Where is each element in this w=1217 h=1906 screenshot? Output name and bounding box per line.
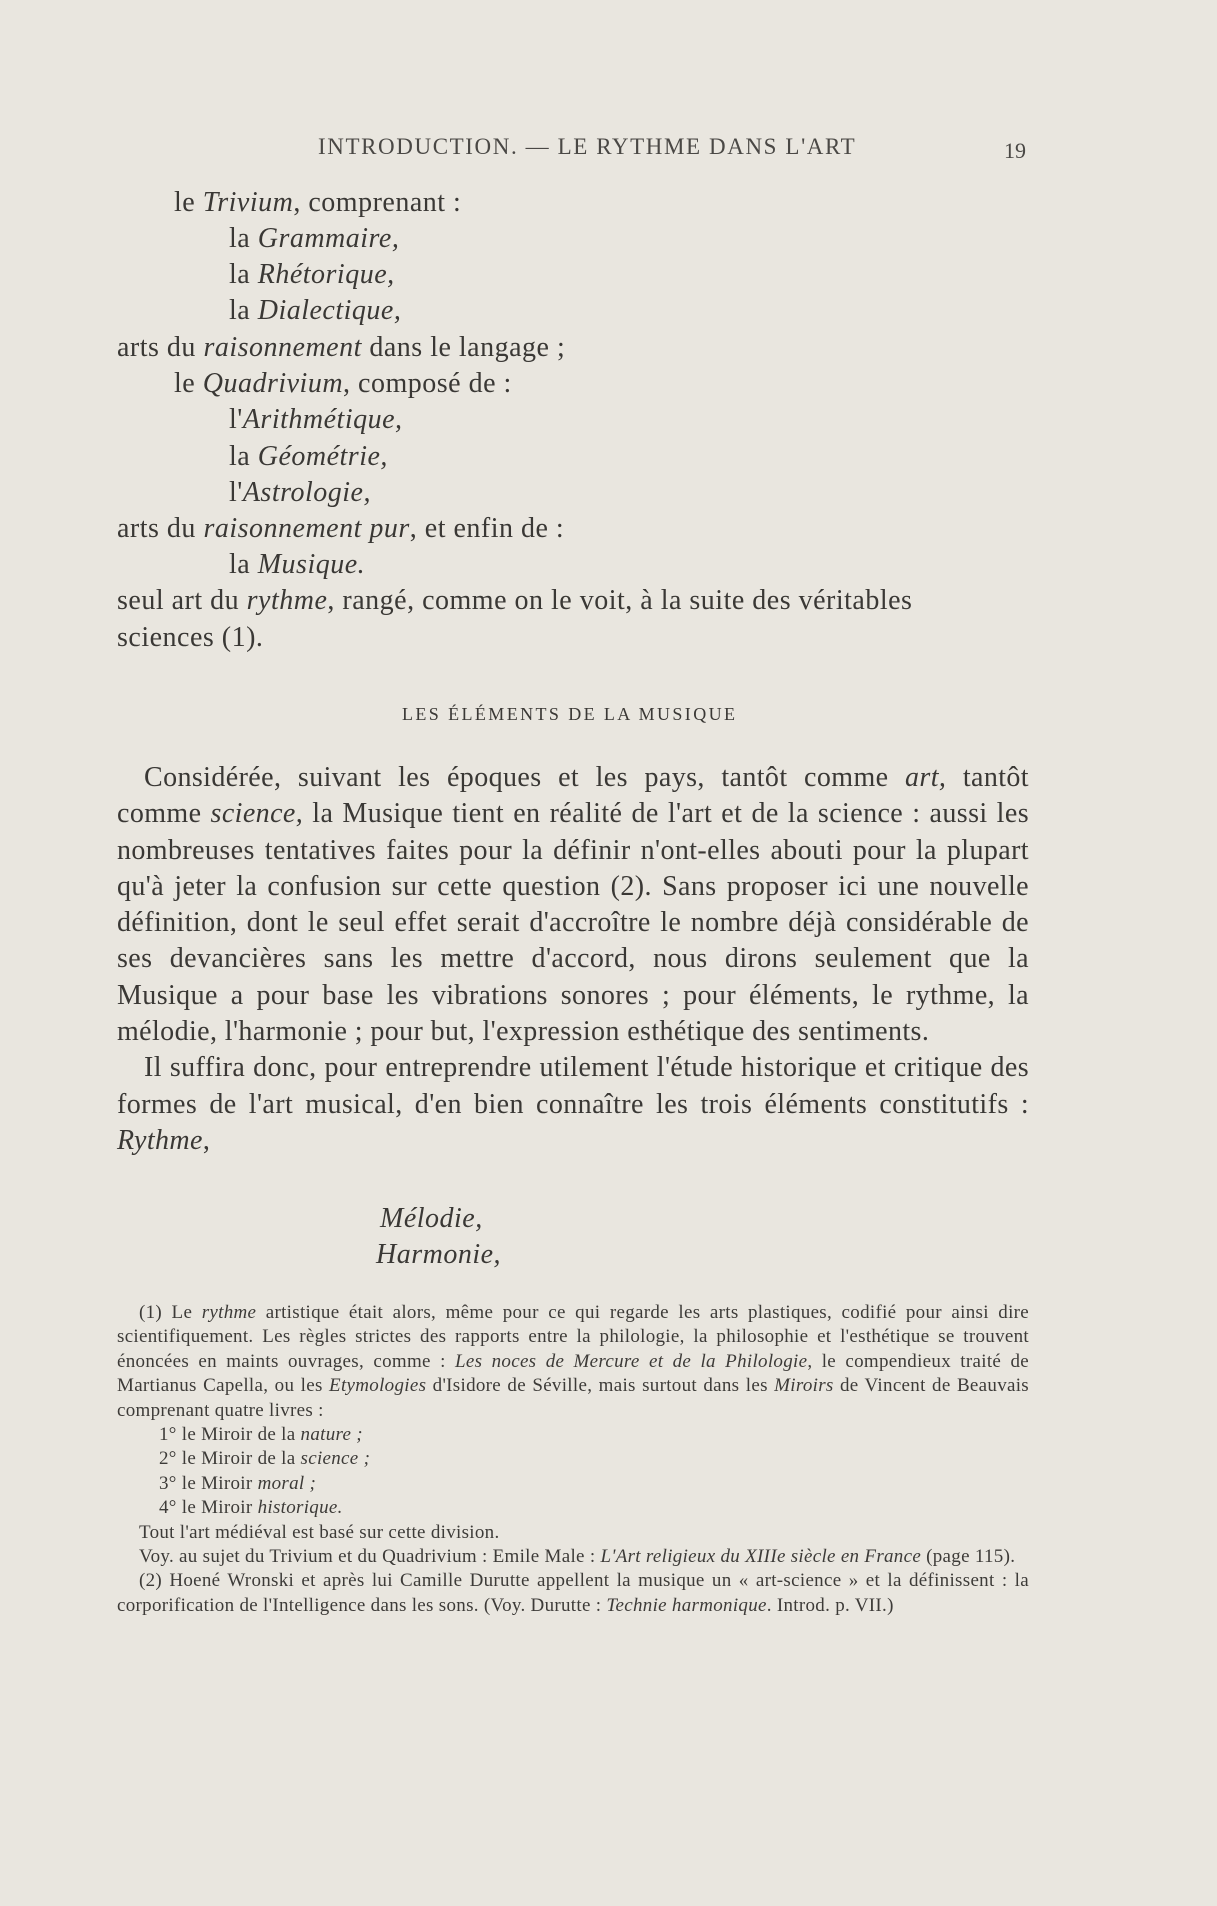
text-run: la [229, 295, 258, 326]
running-header: INTRODUCTION. — LE RYTHME DANS L'ART [318, 134, 857, 159]
text-run: de Vincent de Beauvais comprenant quatre livres : [117, 1375, 1029, 1421]
text-run: l' [229, 477, 243, 508]
term-arithmetique: Arithmétique, [242, 404, 403, 435]
text-run: la [229, 441, 258, 472]
text-run: historique. [257, 1497, 343, 1519]
term-astrologie: Astrologie, [242, 477, 371, 508]
text-run: Il suffira donc, pour entreprendre utilement l'étude historique et critique des formes de l'art musical, d'en bien connaître les trois éléments constitutifs : [117, 1052, 1029, 1120]
work-title: Miroirs [774, 1375, 834, 1397]
text-run: , composé de : [343, 368, 512, 399]
footnote-list-item [117, 1447, 1029, 1471]
term-dialectique: Dialectique, [257, 295, 402, 326]
footnote-1 [117, 1301, 1029, 1423]
text-run: 2° le Miroir de la [159, 1448, 301, 1470]
text-run: , comprenant : [293, 187, 462, 218]
term-rythme: rythme [201, 1302, 257, 1323]
footnote-list-item [117, 1423, 1029, 1447]
text-run: la Musique tient en réalité de l'art et de la science : aussi les nombreuses tentatives faites pour la définir n'ont-elles abouti pour la plupart qu'à jeter la confusion sur cette question (2). Sans proposer ici une nouvelle définition, dont le seul effet serait d'accroître le nombre déjà considérable de ses devancières sans les mettre d'accord, nous dirons seulement que la Musique a pour base les vibrations sonores ; pour éléments, le rythme, la mélodie, l'harmonie ; pour but, l'expression esthétique des sentiments. [117, 798, 1029, 1048]
astrologie-line [229, 475, 371, 511]
text-run: (2) Hoené Wronski et après lui Camille Durutte appellent la musique un « art-science » et la définissent : la corporification de l'Intelligence dans les sons. (Voy. Durutte : [117, 1570, 1029, 1616]
sciences-line: sciences (1). [117, 622, 264, 653]
term-raisonnement: raisonnement [203, 332, 362, 363]
term-science: science, [210, 798, 304, 830]
seul-art-line [117, 583, 912, 619]
grammaire-line [229, 221, 399, 257]
text-run: arts du [117, 332, 204, 363]
element-melodie: Mélodie, [380, 1203, 483, 1234]
footnotes [117, 1301, 1029, 1618]
dialectique-line [229, 293, 401, 329]
element-harmonie: Harmonie, [376, 1239, 502, 1270]
footnote-list-item [117, 1472, 1029, 1496]
text-run: le [174, 368, 203, 399]
arithmetique-line [229, 402, 403, 438]
text-run: dans le langage ; [361, 332, 566, 363]
text-run: 1° le Miroir de la [159, 1424, 301, 1446]
footnote-list-item [117, 1496, 1029, 1520]
text-run: nature ; [300, 1424, 363, 1446]
term-geometrie: Géométrie, [257, 441, 388, 472]
text-run: 3° le Miroir [159, 1472, 258, 1494]
text-run: seul art du [117, 585, 247, 616]
text-run: la [229, 549, 258, 580]
work-title: Les noces de Mercure et de la Philologie [455, 1350, 808, 1372]
page-number: 19 [1004, 138, 1026, 163]
arts-raisonnement-line [117, 330, 565, 366]
term-raisonnement-pur: raisonnement pur [203, 513, 410, 544]
text-run: Voy. au sujet du Trivium et du Quadrivium : Emile Male : [139, 1546, 601, 1568]
work-title: Etymologies [329, 1375, 427, 1397]
rhetorique-line [229, 257, 395, 293]
text-run: arts du [117, 513, 204, 544]
text-run: , et enfin de : [409, 513, 565, 544]
text-run: (page 115). [921, 1546, 1016, 1568]
term-rythme: rythme [246, 585, 328, 616]
work-title: L'Art religieux du XIIIe siècle en France [600, 1546, 922, 1568]
arts-pur-line [117, 511, 564, 547]
text-run: artistique était alors, même pour ce qui regarde les arts plastiques, codifié pour ainsi dire scientifiquement. Les règles strictes des rapports entre la philologie, la philosophie et l'esthétique se trouvent énoncées en maints ouvrages, comme : [117, 1302, 1030, 1372]
term-trivium: Trivium [202, 187, 294, 218]
text-run: moral ; [257, 1472, 317, 1494]
text-run: Considérée, suivant les époques et les pays, tantôt comme [144, 762, 905, 793]
quadrivium-line [174, 366, 512, 402]
geometrie-line [229, 439, 388, 475]
footnote-reference [117, 1545, 1029, 1569]
text-run: tantôt comme [117, 762, 1029, 830]
footnote-division-note: Tout l'art médiéval est basé sur cette division. [139, 1521, 500, 1543]
term-rythme: Rythme [117, 1124, 203, 1156]
text-run: d'Isidore de Séville, mais surtout dans les [426, 1375, 775, 1397]
paragraph-elements [117, 1050, 1029, 1159]
text-run: . Introd. p. VII.) [766, 1594, 894, 1616]
text-run: la [229, 259, 258, 290]
term-art: art, [905, 762, 947, 793]
work-title: Technie harmonique [606, 1594, 767, 1616]
term-grammaire: Grammaire, [257, 223, 400, 254]
text-run: , le compendieux traité de Martianus Capella, ou les [117, 1350, 1029, 1397]
text-run: le [174, 187, 203, 218]
body-text [117, 760, 1029, 1159]
text-run: science ; [300, 1448, 371, 1470]
paragraph-definition [117, 760, 1029, 1050]
text-run: , rangé, comme on le voit, à la suite des véritables [327, 585, 913, 616]
text-run: , [202, 1124, 211, 1156]
text-run: l' [229, 404, 243, 435]
term-quadrivium: Quadrivium [202, 368, 344, 399]
text-run: (1) Le [139, 1302, 202, 1323]
term-musique: Musique. [257, 549, 366, 580]
musique-line [229, 547, 365, 583]
section-title: LES ÉLÉMENTS DE LA MUSIQUE [402, 704, 738, 724]
footnote-2 [117, 1569, 1029, 1618]
term-rhetorique: Rhétorique, [257, 259, 395, 290]
text-run: 4° le Miroir [159, 1497, 258, 1519]
trivium-line [174, 185, 461, 221]
text-run: la [229, 223, 258, 254]
